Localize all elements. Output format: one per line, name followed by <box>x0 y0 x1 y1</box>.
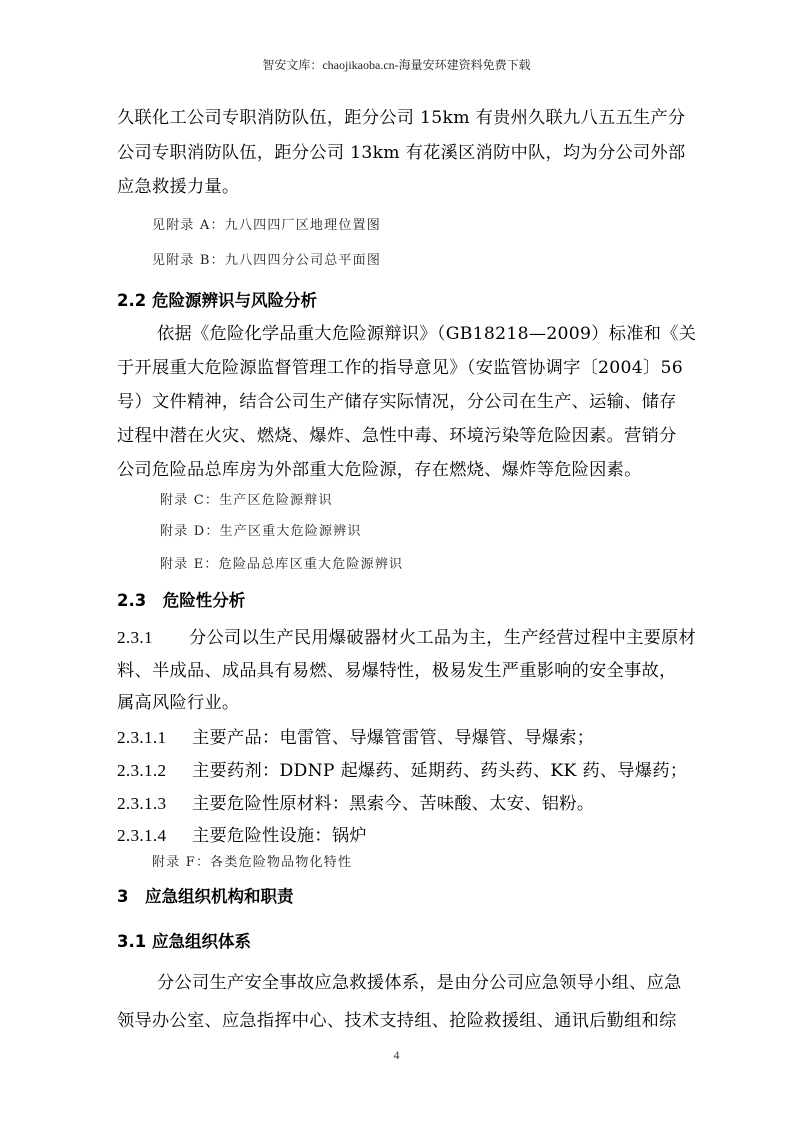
paragraph-line: 依据《危险化学品重大危险源辩识》（GB18218—2009）标准和《关 <box>157 324 697 344</box>
paragraph-line: 过程中潜在火灾、燃烧、爆炸、急性中毒、环境污染等危险因素。营销分 <box>117 426 677 446</box>
paragraph-line: 公司危险品总库房为外部重大危险源，存在燃烧、爆炸等危险因素。 <box>117 460 642 480</box>
item-number: 2.3.1.4 <box>117 826 167 845</box>
paragraph-line: 分公司生产安全事故应急救援体系，是由分公司应急领导小组、应急 <box>157 973 682 993</box>
sub-item-2-3-1-2 <box>117 756 687 781</box>
paragraph-line: 应急救援力量。 <box>117 177 240 197</box>
sub-item-2-3-1-4 <box>117 821 367 846</box>
item-text: 主要产品：电雷管、导爆管雷管、导爆管、导爆索； <box>192 728 595 748</box>
appendix-ref-c: 附录 C：生产区危险源辩识 <box>160 493 333 508</box>
item-text: 主要危险性原材料：黑索今、苦味酸、太安、铝粉。 <box>192 794 595 814</box>
header-watermark: 智安文库：chaojikaoba.cn-海量安环建资料免费下载 <box>262 58 531 72</box>
item-text: 主要危险性设施：锅炉 <box>192 826 367 846</box>
section-heading-2-2: 2.2 危险源辨识与风险分析 <box>117 291 317 310</box>
section-heading-2-3: 2.3 危险性分析 <box>117 591 246 610</box>
paragraph-line: 公司专职消防队伍，距分公司 13km 有花溪区消防中队，均为分公司外部 <box>117 143 686 163</box>
section-heading-3: 3 应急组织机构和职责 <box>117 887 294 906</box>
item-number: 2.3.1.1 <box>117 728 167 747</box>
paragraph-line: 久联化工公司专职消防队伍，距分公司 15km 有贵州久联九八五五生产分 <box>117 108 686 128</box>
item-text: 主要药剂：DDNP 起爆药、延期药、药头药、KK 药、导爆药； <box>192 761 688 781</box>
paragraph-line: 于开展重大危险源监督管理工作的指导意见》（安监管协调字〔2004〕56 <box>117 358 683 378</box>
appendix-ref-a: 见附录 A：九八四四厂区地理位置图 <box>152 218 381 233</box>
paragraph-line: 料、半成品、成品具有易燃、易爆特性，极易发生严重影响的安全事故， <box>117 661 677 681</box>
page-number: 4 <box>393 1048 400 1062</box>
appendix-ref-b: 见附录 B：九八四四分公司总平面图 <box>152 253 382 268</box>
item-number: 2.3.1.3 <box>117 794 167 813</box>
appendix-ref-d: 附录 D：生产区重大危险源辨识 <box>160 524 362 539</box>
paragraph-line: 属高风险行业。 <box>117 693 240 713</box>
appendix-ref-e: 附录 E：危险品总库区重大危险源辨识 <box>160 557 404 572</box>
item-number: 2.3.1.2 <box>117 761 167 780</box>
item-number: 2.3.1 <box>117 628 153 647</box>
item-text: 分公司以生产民用爆破器材火工品为主，生产经营过程中主要原材 <box>189 628 697 648</box>
item-2-3-1-line <box>117 623 696 648</box>
appendix-ref-f: 附录 F：各类危险物品物化特性 <box>152 855 353 870</box>
sub-item-2-3-1-1 <box>117 723 594 748</box>
sub-item-2-3-1-3 <box>117 789 594 814</box>
section-heading-3-1: 3.1 应急组织体系 <box>117 932 251 951</box>
paragraph-line: 领导办公室、应急指挥中心、技术支持组、抢险救援组、通讯后勤组和综 <box>117 1011 677 1031</box>
paragraph-line: 号）文件精神，结合公司生产储存实际情况，分公司在生产、运输、储存 <box>117 392 677 412</box>
